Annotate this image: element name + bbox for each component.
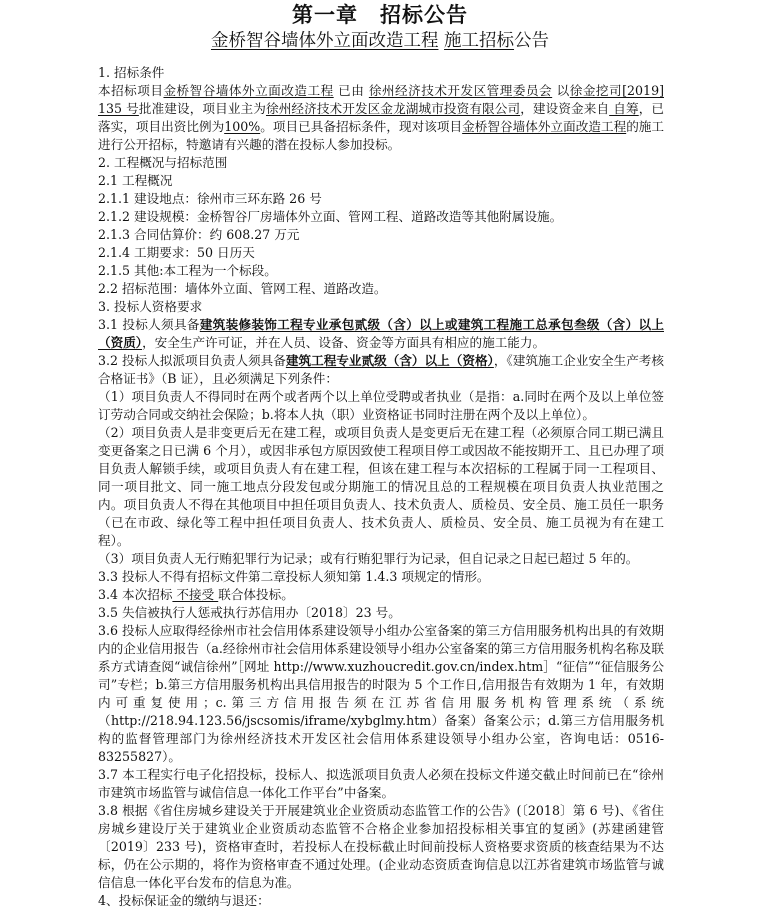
item-2-1-5: 2.1.5 其他:本工程为一个标段。	[98, 263, 277, 278]
section-1-paragraph: 本招标项目金桥智谷墙体外立面改造工程 已由 徐州经济技术开发区管理委员会 以徐金挖司[2019] 135 号批准建设，项目业主为徐州经济技术开发区金龙湖城市投资有限公司，建设资金来自 自筹，已落实，项目出资比例为100%。项目已具备招标条件，现对该项目金桥智谷墙体外立面改造工程的施工进行公开招标，特邀请有兴趣的潜在投标人参加投标。	[98, 83, 665, 152]
condition-2: （2）项目负责人是非变更后无在建工程，或项目负责人是变更后无在建工程（必须原合同工期已满且变更备案之日已满 6 个月），或因非承包方原因致使工程项目停工或因故不能按期开工、且已办理了项目负责人解锁手续，或项目负责人有在建工程，但该在建工程与本次招标的工程属于同一工程项目、同一项目批文、同一施工地点分段发包或分期施工的情况且总的工程规模在项目负责人执业范围之内。项目负责人不得在其他项目中担任项目负责人、技术负责人、质检员、安全员、施工员任一职务（已在市政、绿化等工程中担任项目负责人、技术负责人、质检员、安全员、施工员视为有在建工程）。	[98, 425, 664, 548]
item-2-1: 2.1 工程概况	[98, 173, 173, 188]
item-2-1-4: 2.1.4 工期要求：50 日历天	[98, 245, 255, 260]
item-2-2: 2.2 招标范围：墙体外立面、管网工程、道路改造。	[98, 281, 387, 296]
notice-subtitle	[0, 29, 760, 53]
approval-doc-number: 徐金挖司[2019] 135 号	[98, 83, 664, 116]
section-1-heading: 1. 招标条件	[98, 65, 165, 80]
subtitle-suffix-a: 施工招标	[444, 31, 515, 51]
project-name-2: 金桥智谷墙体外立面改造工程	[462, 119, 627, 134]
fund-source: 自筹	[609, 101, 639, 116]
item-2-1-1: 2.1.1 建设地点：徐州市三环东路 26 号	[98, 191, 322, 206]
notice-body	[98, 64, 664, 910]
consortium-option: 不接受	[172, 587, 219, 602]
condition-1: （1）项目负责人不得同时在两个或者两个以上单位受聘或者执业（是指：a.同时在两个及以上单位签订劳动合同或交纳社会保险；b.将本人执（职）业资格证书同时注册在两个及以上单位）。	[98, 389, 664, 422]
section-3-heading: 3. 投标人资格要求	[98, 299, 203, 314]
project-name: 金桥智谷墙体外立面改造工程	[163, 83, 334, 98]
fund-ratio: 100%	[224, 119, 261, 134]
item-3-2: 3.2 投标人拟派项目负责人须具备建筑工程专业贰级（含）以上（资格），《建筑施工企业安全生产考核合格证书》（B 证），且必须满足下列条件：	[98, 353, 664, 386]
manager-qualification: 建筑工程专业贰级（含）以上（资格）	[285, 353, 494, 368]
condition-3: （3）项目负责人无行贿犯罪行为记录；或有行贿犯罪行为记录，但自记录之日起已超过 5 年的。	[98, 551, 639, 566]
required-qualification: 建筑装修装饰工程专业承包贰级（含）以上或建筑工程施工总承包叁级（含）以上（资质）	[98, 317, 664, 350]
item-3-7: 3.7 本工程实行电子化招投标，投标人、拟选派项目负责人必须在投标文件递交截止时间前已在“徐州市建筑市场监管与诚信信息一体化工作平台”中备案。	[98, 767, 664, 800]
item-3-4: 3.4 本次招标 不接受 联合体投标。	[98, 587, 294, 602]
item-2-1-3: 2.1.3 合同估算价：约 608.27 万元	[98, 227, 300, 242]
item-3-1: 3.1 投标人须具备建筑装修装饰工程专业承包贰级（含）以上或建筑工程施工总承包叁级（含）以上（资质），安全生产许可证，并在人员、设备、资金等方面具有相应的施工能力。	[98, 317, 664, 350]
project-owner: 徐州经济技术开发区金龙湖城市投资有限公司	[265, 101, 521, 116]
item-3-6: 3.6 投标人应取得经徐州市社会信用体系建设领导小组办公室备案的第三方信用服务机构出具的有效期内的企业信用报告（a.经徐州市社会信用体系建设领导小组办公室备案的第三方信用服务机构名称及联系方式请查阅“诚信徐州”［网址 http://www.xuzhoucredit.gov.cn/index.htm］“征信”“征信服务公司”专栏；b.第三方信用服务机构出具信用报告的时限为 5 个工作日,信用报告有效期为 1 年，有效期内可重复使用；c.第三方信用报告须在江苏省信用服务机构管理系统（系统（http://218.94.123.56/jscsomis/iframe/xybglmy.htm）备案）备案公示；d.第三方信用服务机构的监督管理部门为徐州经济技术开发区社会信用体系建设领导小组办公室，咨询电话：0516-83255827）。	[98, 623, 664, 764]
subtitle-suffix-b: 公告	[514, 31, 550, 51]
item-2-1-2: 2.1.2 建设规模：金桥智谷厂房墙体外立面、管网工程、道路改造等其他附属设施。	[98, 209, 563, 224]
item-3-8: 3.8 根据《省住房城乡建设关于开展建筑业企业资质动态监管工作的公告》(〔2018〕第 6 号)、《省住房城乡建设厅关于建筑业企业资质动态监管不合格企业参加招投标相关事宜的复函》(苏建函建管〔2019〕233 号)，资格审查时，若投标人在投标截止时间前投标人资格要求资质的核查结果为不达标，仍在公示期的，将作为资格审查不通过处理。(企业动态资质查询信息以江苏省建筑市场监管与诚信信息一体化平台发布的信息为准。	[98, 803, 664, 890]
item-3-5: 3.5 失信被执行人惩戒执行苏信用办〔2018〕23 号。	[98, 605, 401, 620]
chapter-title: 第一章 招标公告	[292, 3, 468, 27]
approver: 徐州经济技术开发区管理委员会	[368, 83, 553, 98]
item-3-3: 3.3 投标人不得有招标文件第二章投标人须知第 1.4.3 项规定的情形。	[98, 569, 490, 584]
subtitle-project: 金桥智谷墙体外立面改造工程	[210, 31, 439, 51]
section-4-heading: 4、投标保证金的缴纳与退还：	[98, 893, 270, 908]
section-2-heading: 2. 工程概况与招标范围	[98, 155, 228, 170]
